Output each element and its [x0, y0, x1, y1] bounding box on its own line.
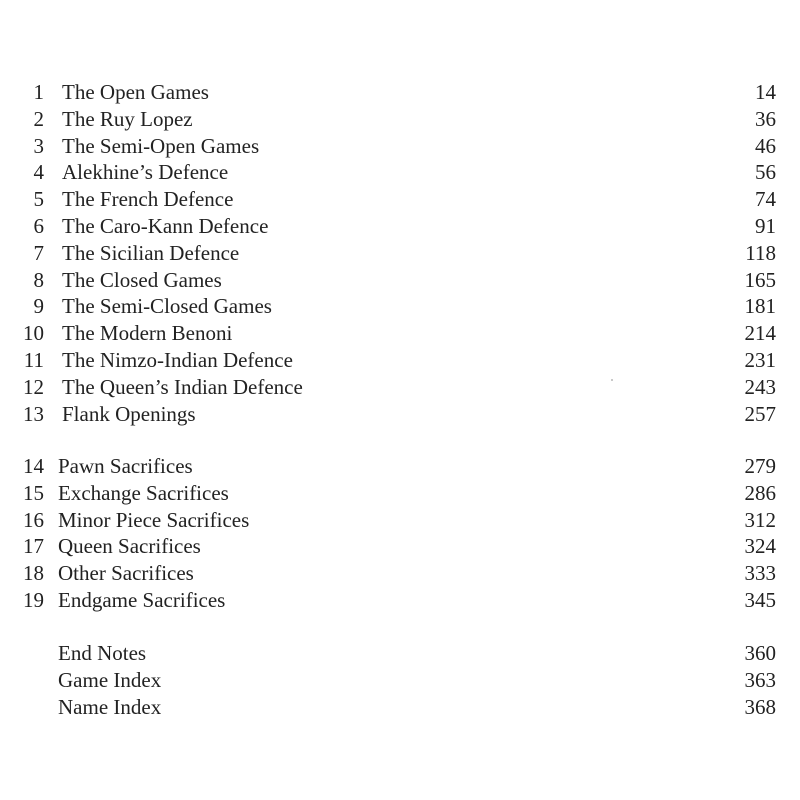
chapter-title: Flank Openings — [62, 401, 196, 426]
toc-row — [0, 401, 800, 428]
page-number: 333 — [744, 561, 776, 586]
chapter-number: 1 — [33, 80, 44, 104]
chapter-title: The French Defence — [62, 187, 234, 212]
page-number: 257 — [744, 401, 776, 426]
chapter-number: 8 — [33, 267, 44, 292]
page-number: 324 — [744, 534, 776, 559]
chapter-title: Endgame Sacrifices — [58, 587, 226, 612]
chapter-title: Exchange Sacrifices — [58, 480, 229, 505]
page-number: 368 — [744, 694, 776, 719]
chapter-number: 10 — [23, 321, 44, 346]
page-number: 118 — [745, 240, 776, 265]
chapter-title: Minor Piece Sacrifices — [58, 507, 250, 532]
page-number: 243 — [744, 374, 776, 399]
toc-row — [0, 453, 800, 480]
chapter-title: Alekhine’s Defence — [62, 160, 229, 185]
chapter-number: 19 — [23, 587, 44, 612]
section-title: Game Index — [58, 667, 162, 692]
chapter-title: The Sicilian Defence — [62, 240, 240, 265]
toc-group-back-matter — [0, 640, 800, 720]
chapter-title: The Queen’s Indian Defence — [62, 374, 303, 399]
page-number: 279 — [744, 454, 776, 478]
page-number: 286 — [744, 480, 776, 505]
section-title: End Notes — [58, 641, 147, 665]
page-number: 360 — [744, 641, 776, 665]
chapter-title: The Caro-Kann Defence — [62, 213, 269, 238]
chapter-number: 15 — [23, 480, 44, 505]
chapter-number: 3 — [33, 133, 44, 158]
toc-row — [0, 106, 800, 133]
chapter-number: 13 — [23, 401, 44, 426]
chapter-title: Queen Sacrifices — [58, 534, 201, 559]
chapter-number: 14 — [23, 454, 44, 478]
chapter-number: 6 — [33, 213, 44, 238]
toc-row — [0, 240, 800, 267]
page-number: 14 — [755, 80, 776, 104]
chapter-number: 12 — [23, 374, 44, 399]
chapter-title: The Semi-Open Games — [62, 133, 260, 158]
toc-row — [0, 213, 800, 240]
page-number: 74 — [755, 187, 776, 212]
page-number: 91 — [755, 213, 776, 238]
toc-row — [0, 320, 800, 347]
page-number: 165 — [744, 267, 776, 292]
chapter-number: 5 — [33, 187, 44, 212]
toc-row — [0, 133, 800, 160]
chapter-number: 11 — [23, 347, 44, 372]
toc-row — [0, 480, 800, 507]
chapter-title: The Semi-Closed Games — [62, 294, 272, 319]
page-number: 36 — [755, 106, 776, 131]
page-number: 181 — [744, 294, 776, 319]
toc-row — [0, 560, 800, 587]
toc-row — [0, 507, 800, 534]
chapter-title: The Modern Benoni — [62, 321, 233, 346]
page-number: 312 — [744, 507, 776, 532]
chapter-number: 9 — [33, 294, 44, 319]
section-title: Name Index — [58, 694, 162, 719]
page-number: 214 — [744, 321, 776, 346]
toc-row — [0, 186, 800, 213]
toc-row — [0, 694, 800, 721]
chapter-number: 4 — [33, 160, 44, 185]
chapter-title: The Open Games — [62, 80, 209, 104]
toc-row — [0, 79, 800, 106]
chapter-number: 2 — [33, 106, 44, 131]
toc-row — [0, 667, 800, 694]
page-number: 46 — [755, 133, 776, 158]
paper-speck — [611, 379, 613, 381]
chapter-title: Pawn Sacrifices — [58, 454, 193, 478]
toc-group-sacrifices — [0, 453, 800, 614]
toc-row — [0, 587, 800, 614]
toc-row — [0, 267, 800, 294]
page-number: 56 — [755, 160, 776, 185]
toc-group-openings — [0, 79, 800, 427]
toc-row — [0, 293, 800, 320]
toc-row — [0, 640, 800, 667]
page-number: 345 — [744, 587, 776, 612]
chapter-number: 17 — [23, 534, 44, 559]
page-number: 231 — [744, 347, 776, 372]
chapter-title: The Nimzo-Indian Defence — [62, 347, 293, 372]
chapter-number: 7 — [33, 240, 44, 265]
toc-row — [0, 347, 800, 374]
toc-row — [0, 159, 800, 186]
chapter-number: 16 — [23, 507, 44, 532]
toc-row — [0, 374, 800, 401]
chapter-title: Other Sacrifices — [58, 561, 194, 586]
toc-row — [0, 533, 800, 560]
page-number: 363 — [744, 667, 776, 692]
chapter-title: The Ruy Lopez — [62, 106, 193, 131]
chapter-number: 18 — [23, 561, 44, 586]
chapter-title: The Closed Games — [62, 267, 222, 292]
